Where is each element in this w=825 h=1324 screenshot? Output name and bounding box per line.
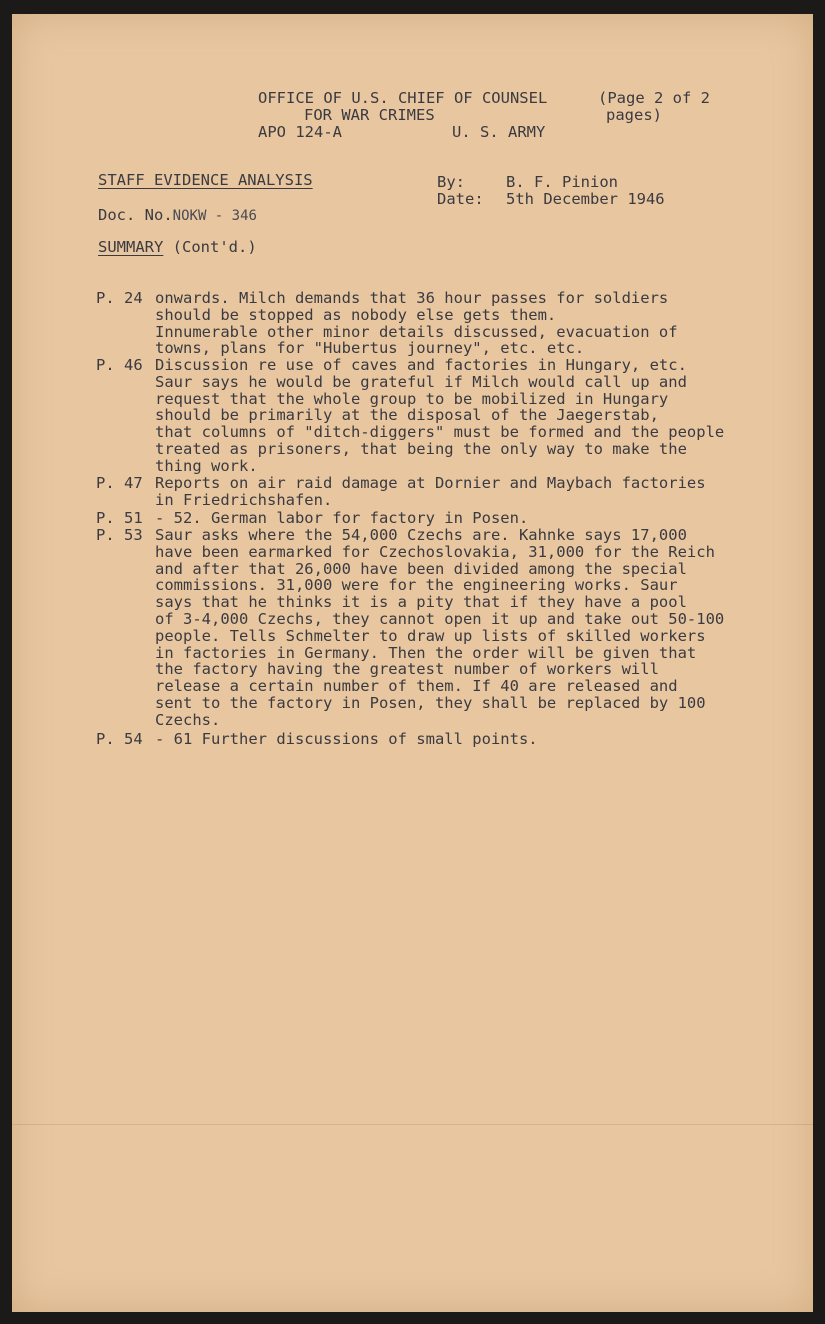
entry-line: people. Tells Schmelter to draw up lists of skilled workers bbox=[155, 626, 706, 645]
entry-line: Saur says he would be grateful if Milch would call up and bbox=[155, 372, 687, 391]
entry-body bbox=[155, 527, 724, 729]
entry-line: treated as prisoners, that being the only way to make the bbox=[155, 439, 687, 458]
entry-line: Innumerable other minor details discussed, evacuation of bbox=[155, 322, 678, 341]
summary-label: SUMMARY bbox=[98, 238, 164, 256]
entry-body bbox=[155, 510, 528, 527]
doc-number bbox=[98, 207, 257, 225]
entry-ref: P. 54 bbox=[96, 730, 143, 748]
entry-ref: P. 47 bbox=[96, 474, 143, 492]
entry-line: - 52. German labor for factory in Posen. bbox=[155, 509, 529, 527]
army-label: U. S. ARMY bbox=[452, 123, 546, 141]
date-value: 5th December 1946 bbox=[506, 190, 665, 208]
page-note-line-2: pages) bbox=[606, 106, 662, 124]
entry-line: release a certain number of them. If 40 are released and bbox=[155, 677, 678, 696]
entry-body bbox=[155, 731, 538, 748]
entry-ref: P. 24 bbox=[96, 289, 143, 307]
entry-body bbox=[155, 357, 724, 475]
office-line-1: OFFICE OF U.S. CHIEF OF COUNSEL bbox=[258, 89, 548, 107]
entry-line: commissions. 31,000 were for the engineering works. Saur bbox=[155, 576, 678, 595]
entry-line: have been earmarked for Czechoslovakia, 31,000 for the Reich bbox=[155, 542, 715, 561]
entry-body bbox=[155, 475, 706, 509]
entry-ref: P. 51 bbox=[96, 509, 143, 527]
entry-line: says that he thinks it is a pity that if they have a pool bbox=[155, 593, 687, 612]
entry-line: request that the whole group to be mobilized in Hungary bbox=[155, 389, 669, 408]
doc-value: NOKW - 346 bbox=[172, 208, 257, 224]
entry-body bbox=[155, 290, 678, 357]
summary-heading bbox=[98, 239, 257, 256]
entry-line: Discussion re use of caves and factories in Hungary, etc. bbox=[155, 356, 687, 374]
entry-line: in factories in Germany. Then the order will be given that bbox=[155, 643, 697, 662]
entry-line: should be primarily at the disposal of the Jaegerstab, bbox=[155, 406, 659, 425]
summary-suffix: (Cont'd.) bbox=[172, 238, 257, 256]
doc-label: Doc. No. bbox=[98, 206, 173, 224]
entry-line: in Friedrichshafen. bbox=[155, 490, 333, 509]
entry-line: towns, plans for "Hubertus journey", etc. etc. bbox=[155, 339, 585, 358]
entry-line: Czechs. bbox=[155, 710, 221, 729]
entry-line: - 61 Further discussions of small points. bbox=[155, 730, 538, 748]
date-label: Date: bbox=[437, 190, 484, 208]
entry-ref: P. 46 bbox=[96, 356, 143, 374]
entry-line: Reports on air raid damage at Dornier and Maybach factories bbox=[155, 474, 706, 492]
paper-crease bbox=[12, 1124, 813, 1125]
entry-line: thing work. bbox=[155, 456, 258, 475]
entry-line: should be stopped as nobody else gets them. bbox=[155, 305, 557, 324]
document-page bbox=[12, 14, 813, 1312]
office-line-2: FOR WAR CRIMES bbox=[304, 106, 435, 124]
entry-ref: P. 53 bbox=[96, 526, 143, 544]
analysis-title: STAFF EVIDENCE ANALYSIS bbox=[98, 171, 313, 189]
entry-line: Saur asks where the 54,000 Czechs are. Kahnke says 17,000 bbox=[155, 526, 687, 544]
entry-line: the factory having the greatest number of workers will bbox=[155, 660, 659, 679]
entry-line: that columns of "ditch-diggers" must be formed and the people bbox=[155, 423, 725, 442]
entry-line: sent to the factory in Posen, they shall be replaced by 100 bbox=[155, 693, 706, 712]
page-note-line-1: (Page 2 of 2 bbox=[598, 89, 710, 107]
entry-line: of 3-4,000 Czechs, they cannot open it up and take out 50-100 bbox=[155, 609, 725, 628]
entry-line: onwards. Milch demands that 36 hour passes for soldiers bbox=[155, 289, 669, 307]
apo-number: APO 124-A bbox=[258, 123, 342, 141]
by-value: B. F. Pinion bbox=[506, 173, 618, 191]
by-label: By: bbox=[437, 173, 465, 191]
entry-line: and after that 26,000 have been divided among the special bbox=[155, 559, 687, 578]
